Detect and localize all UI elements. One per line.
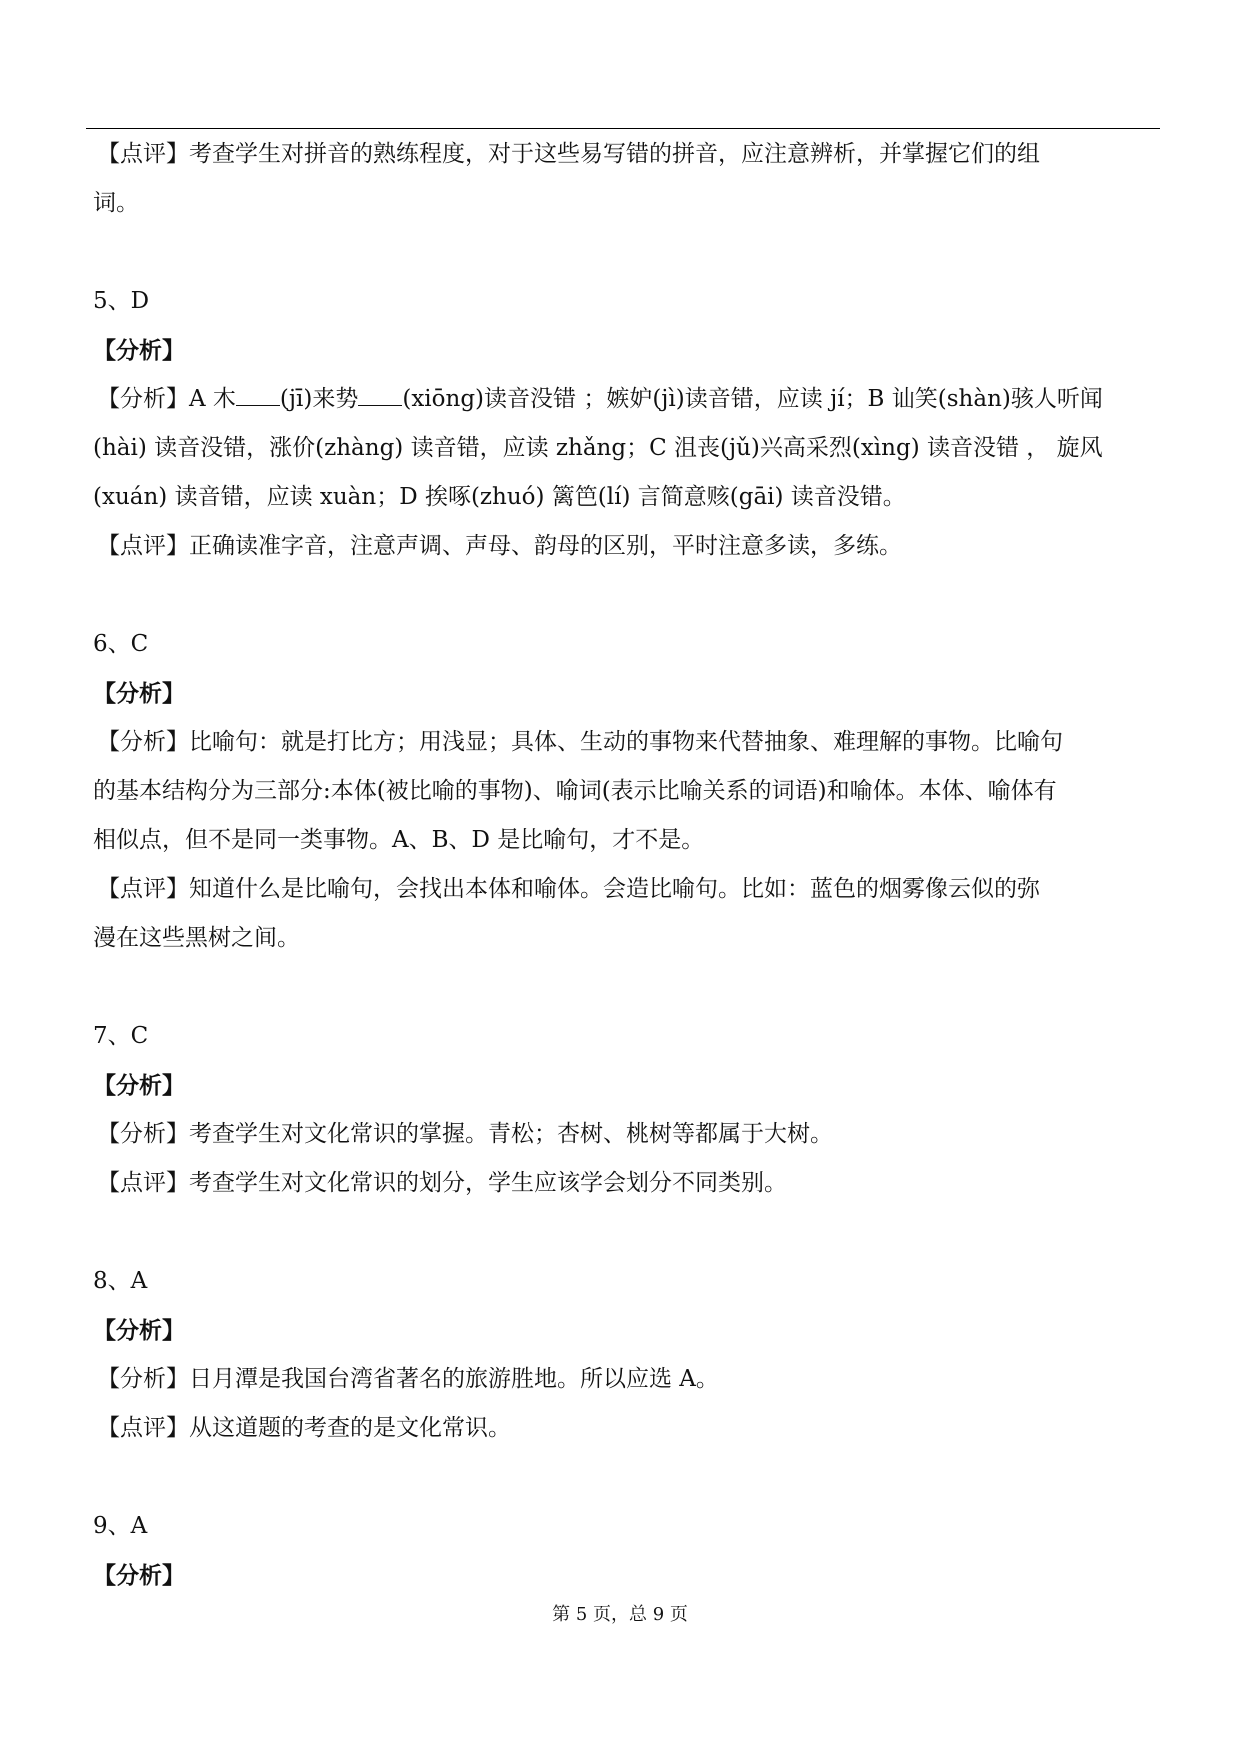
question-7-answer: 7、C [93,1023,149,1049]
question-6-comment-line2: 漫在这些黑树之间。 [93,925,300,951]
q5-analysis-rest: (xiōng)读音没错 ；嫉妒(jì)读音错，应读 jí；B 讪笑(shàn)骇人听闻 [402,386,1103,412]
spacer [93,963,1153,1012]
document-body [93,130,1153,1600]
question-7-analysis-heading: 【分析】 [93,1072,185,1099]
header-rule [86,128,1160,129]
question-5-answer: 5、D [93,288,150,314]
question-6-analysis-heading: 【分析】 [93,680,185,707]
question-5-comment: 【点评】正确读准字音，注意声调、声母、韵母的区别，平时注意多读，多练。 [97,533,902,559]
carryover-comment-line1: 【点评】考查学生对拼音的熟练程度，对于这些易写错的拼音，应注意辨析，并掌握它们的组 [97,141,1040,167]
q5-analysis-mid: (jī)来势 [279,386,359,412]
question-6-analysis-line3: 相似点，但不是同一类事物。A、B、D 是比喻句，才不是。 [93,827,705,853]
question-8-answer: 8、A [93,1268,148,1294]
question-8-comment: 【点评】从这道题的考查的是文化常识。 [97,1415,511,1441]
fill-blank-2 [358,404,402,406]
page-number-footer: 第 5 页，总 9 页 [552,1604,688,1625]
spacer [93,1453,1153,1502]
spacer [93,571,1153,620]
question-7-analysis: 【分析】考查学生对文化常识的掌握。青松；杏树、桃树等都属于大树。 [97,1121,833,1147]
question-9-analysis-heading: 【分析】 [93,1562,185,1589]
question-6-answer: 6、C [93,631,149,657]
question-7-comment: 【点评】考查学生对文化常识的划分，学生应该学会划分不同类别。 [97,1170,787,1196]
spacer [93,228,1153,277]
question-6-analysis-line2: 的基本结构分为三部分:本体(被比喻的事物)、喻词(表示比喻关系的词语)和喻体。本体、喻体有 [93,778,1057,804]
question-5-analysis-heading: 【分析】 [93,337,185,364]
question-8-analysis: 【分析】日月潭是我国台湾省著名的旅游胜地。所以应选 A。 [97,1366,719,1392]
question-5-analysis-line3: (xuán) 读音错，应读 xuàn；D 挨啄(zhuó) 篱笆(lí) 言简意赅(gāi) 读音没错。 [93,484,906,510]
q5-analysis-prefix: 【分析】A 木 [97,386,236,412]
question-5-analysis-line1 [93,375,1153,424]
question-6-analysis-line1: 【分析】比喻句：就是打比方；用浅显；具体、生动的事物来代替抽象、难理解的事物。比喻句 [97,729,1063,755]
question-8-analysis-heading: 【分析】 [93,1317,185,1344]
spacer [93,1208,1153,1257]
carryover-comment-line2: 词。 [93,190,139,216]
question-6-comment-line1: 【点评】知道什么是比喻句，会找出本体和喻体。会造比喻句。比如：蓝色的烟雾像云似的弥 [97,876,1040,902]
fill-blank-1 [236,404,280,406]
question-5-analysis-line2: (hài) 读音没错，涨价(zhàng) 读音错，应读 zhǎng；C 沮丧(jǔ)兴高采烈(xìng) 读音没错 ， 旋风 [93,435,1103,461]
question-9-answer: 9、A [93,1513,148,1539]
